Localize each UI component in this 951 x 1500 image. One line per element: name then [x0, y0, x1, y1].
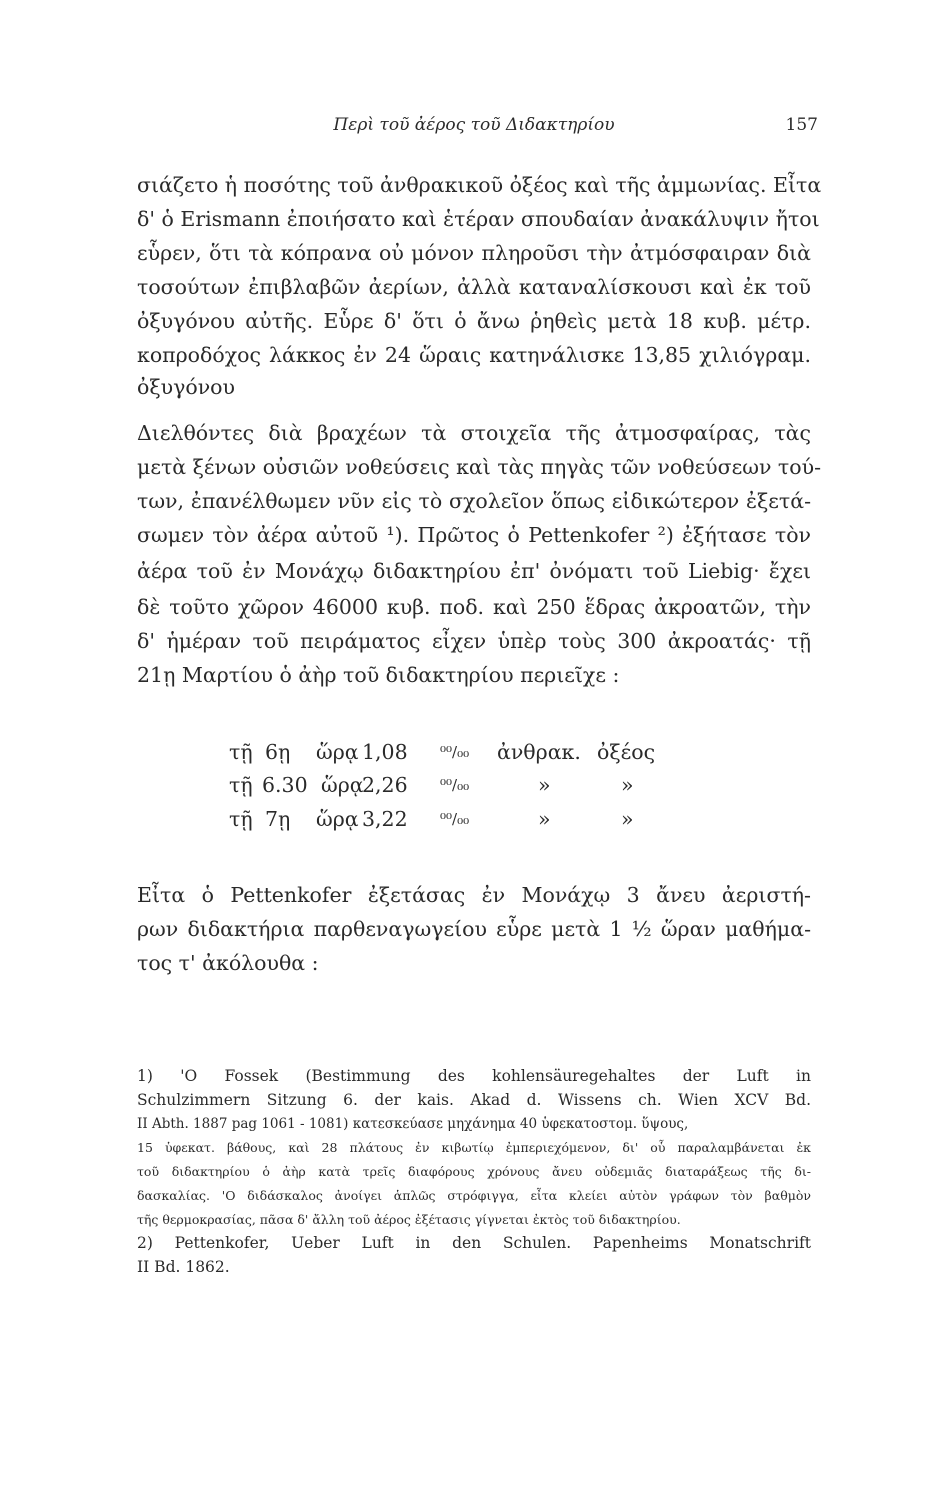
body-line: σωμεν τὸν ἀέρα αὐτοῦ ¹). Πρῶτος ὁ Pettenkofer ²) ἐξήτασε τὸν [137, 523, 811, 547]
substance-cell: ἀνθρακ. [497, 740, 581, 764]
unit-cell: ⁰⁰/₀₀ [440, 743, 470, 761]
value-cell: 3,22 [362, 807, 408, 831]
footnote-line: 15 ὑφεκατ. βάθους, καὶ 28 πλάτους ἐν κιβωτίῳ ἐμπεριεχόμενον, δι' οὗ παραλαμβάνεται ἐκ [137, 1140, 811, 1155]
substance-cell: » [621, 773, 634, 797]
body-line: Διελθόντες διὰ βραχέων τὰ στοιχεῖα τῆς ἀτμοσφαίρας, τὰς [137, 421, 811, 445]
footnote-line: 1) 'Ο Fossek (Bestimmung des kohlensäuregehaltes der Luft in [137, 1067, 811, 1085]
body-line: ρων διδακτήρια παρθεναγωγείου εὗρε μετὰ 1 ½ ὥραν μαθήμα- [137, 917, 811, 941]
running-title: Περὶ τοῦ ἀέρος τοῦ Διδακτηρίου [333, 115, 615, 135]
unit-cell: ⁰⁰/₀₀ [440, 776, 470, 794]
hour-cell: 7ῃ [265, 807, 291, 831]
hour-cell: 6.30 [262, 773, 308, 797]
body-line: τοσούτων ἐπιβλαβῶν ἀερίων, ἀλλὰ καταναλίσκουσι καὶ ἐκ τοῦ [137, 275, 811, 299]
footnote-line: Schulzimmern Sitzung 6. der kais. Akad d. Wissens ch. Wien XCV Bd. [137, 1091, 811, 1109]
value-cell: 2,26 [362, 773, 408, 797]
day-cell: τῇ [229, 740, 253, 764]
body-line: εὗρεν, ὅτι τὰ κόπρανα οὐ μόνον πληροῦσι τὴν ἀτμόσφαιραν διὰ [137, 241, 811, 265]
substance-cell: ὀξέος [597, 740, 656, 764]
word-cell: ὥρᾳ [316, 807, 359, 831]
body-line: ὀξυγόνου [137, 375, 235, 399]
day-cell: τῇ [229, 807, 253, 831]
body-line: των, ἐπανέλθωμεν νῦν εἰς τὸ σχολεῖον ὅπως εἰδικώτερον ἐξετά- [137, 489, 811, 513]
footnote-line [137, 1113, 811, 1135]
substance-cell: » [538, 807, 551, 831]
unit-cell: ⁰⁰/₀₀ [440, 810, 470, 828]
substance-cell: » [621, 807, 634, 831]
footnote-line: δασκαλίας. 'Ο διδάσκαλος ἀνοίγει ἁπλῶς στρόφιγγα, εἶτα κλείει αὐτὸν γράφων τὸν βαθμὸν [137, 1188, 811, 1203]
body-line: 21ῃ Μαρτίου ὁ ἀὴρ τοῦ διδακτηρίου περιεῖχε : [137, 663, 620, 687]
body-line: μετὰ ξένων οὐσιῶν νοθεύσεις καὶ τὰς πηγὰς τῶν νοθεύσεων τού- [137, 455, 822, 479]
day-cell: τῇ [229, 773, 253, 797]
page-number: 157 [785, 115, 818, 135]
body-line: Εἶτα ὁ Pettenkofer ἐξετάσας ἐν Μονάχῳ 3 ἄνευ ἀεριστή- [137, 883, 811, 907]
value-cell: 1,08 [362, 740, 408, 764]
body-line: κοπροδόχος λάκκος ἐν 24 ὥραις κατηνάλισκε 13,85 χιλιόγραμ. [137, 343, 811, 367]
hour-cell: 6ῃ [265, 740, 291, 764]
footnote-line: 2) Pettenkofer, Ueber Luft in den Schulen. Papenheims Monatschrift [137, 1234, 811, 1252]
running-header [130, 111, 818, 141]
word-cell: ὥρᾳ [316, 740, 359, 764]
body-line: δὲ τοῦτο χῶρον 46000 κυβ. ποδ. καὶ 250 ἕδρας ἀκροατῶν, τὴν [137, 595, 811, 619]
substance-cell: » [538, 773, 551, 797]
word-cell: ὥρᾳ [321, 773, 364, 797]
footnote-line: τῆς θερμοκρασίας, πᾶσα δ' ἄλλη τοῦ ἀέρος ἐξέτασις γίγνεται ἐκτὸς τοῦ διδακτηρίου. [137, 1212, 681, 1227]
footnote-line-text: II Abth. 1887 pag 1061 - 1081) κατεσκεύασε μηχάνημα 40 ὑφεκατοστομ. ὕψους, [137, 1116, 689, 1132]
footnote-line: τοῦ διδακτηρίου ὁ ἀὴρ κατὰ τρεῖς διαφόρους χρόνους ἄνευ οὐδεμιᾶς διαταράξεως τῆς δι- [137, 1164, 811, 1179]
footnote-line: II Bd. 1862. [137, 1258, 230, 1276]
body-line: σιάζετο ἡ ποσότης τοῦ ἀνθρακικοῦ ὀξέος καὶ τῆς ἀμμωνίας. Εἶτα [137, 173, 822, 197]
body-line: δ' ὁ Erismann ἐποιήσατο καὶ ἑτέραν σπουδαίαν ἀνακάλυψιν ἤτοι [137, 207, 820, 231]
body-line: ἀέρα τοῦ ἐν Μονάχῳ διδακτηρίου ἐπ' ὀνόματι τοῦ Liebig· ἔχει [137, 559, 811, 583]
body-line: ὀξυγόνου αὐτῆς. Εὗρε δ' ὅτι ὁ ἄνω ῥηθεὶς μετὰ 18 κυβ. μέτρ. [137, 309, 811, 333]
body-line: τος τ' ἀκόλουθα : [137, 951, 319, 975]
body-line: δ' ἡμέραν τοῦ πειράματος εἶχεν ὑπὲρ τοὺς 300 ἀκροατάς· τῇ [137, 629, 811, 653]
